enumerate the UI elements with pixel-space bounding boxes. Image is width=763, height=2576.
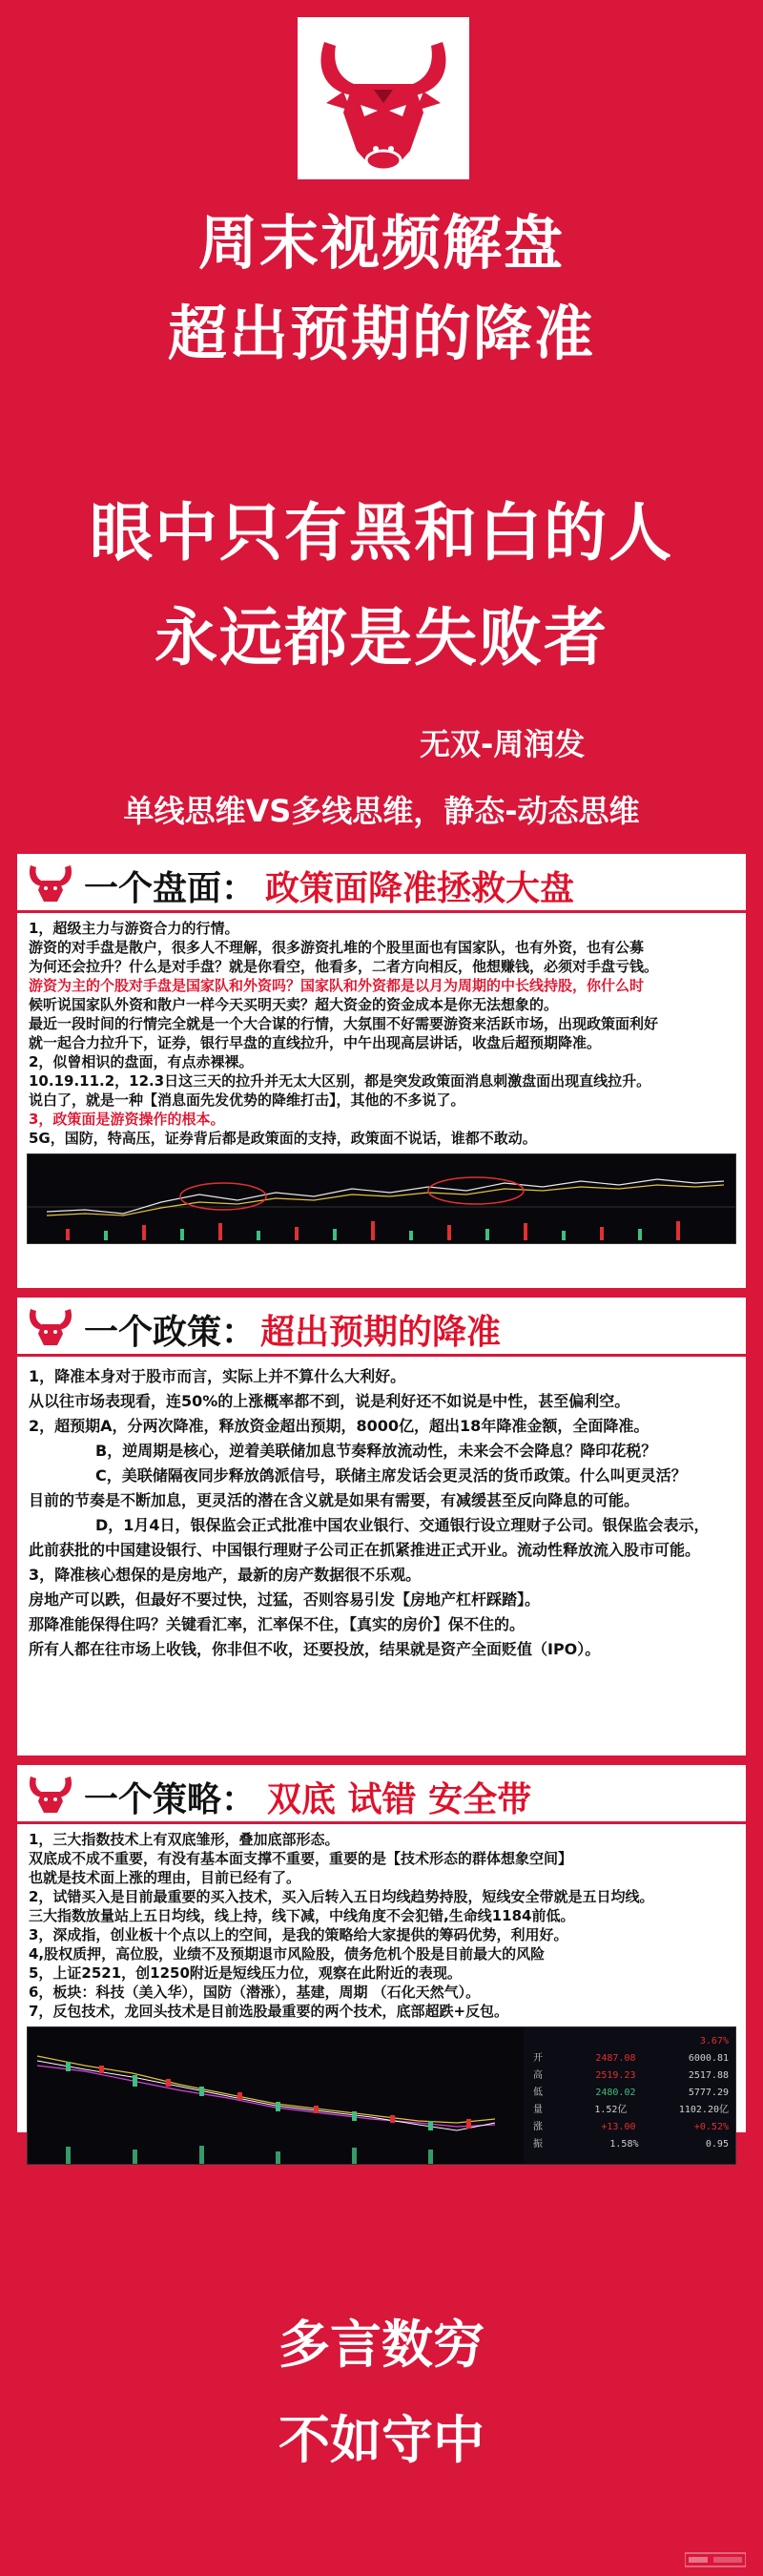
text-line: 所有人都在往市场上收钱，你非但不收，还要投放，结果就是资产全面贬值（IPO）。 xyxy=(29,1640,601,1658)
text-line: 3，政策面是游资操作的根本。 xyxy=(29,1111,225,1128)
quote-panel xyxy=(533,2033,729,2153)
section-header xyxy=(17,1298,746,1357)
text-line: 候听说国家队外资和散户一样今天买明天卖？超大资金的资金成本是你无法想象的。 xyxy=(29,996,559,1013)
section-body xyxy=(17,1357,746,1662)
text-line: 目前的节奏是不断加息，更灵活的潜在含义就是如果有需要，有减缓甚至反向降息的可能。 xyxy=(29,1491,640,1509)
text-line: 5，上证2521，创1250附近是短线压力位，观察在此附近的表现。 xyxy=(29,1964,462,1982)
section-lead: 一个盘面： xyxy=(84,869,257,908)
thinking-subtitle: 单线思维VS多线思维，静态-动态思维 xyxy=(123,793,640,829)
text-line: 说白了，就是一种【消息面先发优势的降维打击】，其他的不多说了。 xyxy=(29,1091,465,1109)
text-line: 也就是技术面上涨的理由，目前已经有了。 xyxy=(29,1869,301,1886)
text-line: 为何还会拉升？什么是对手盘？就是你看空，他看多，二者方向相反，他想赚钱，必须对手盘亏钱。 xyxy=(29,958,659,975)
section-title: 政策面降准拯救大盘 xyxy=(265,869,575,908)
bull-icon xyxy=(25,1771,76,1818)
text-line: 游资的对手盘是散户，很多人不理解，很多游资扎堆的个股里面也有国家队，也有外资，也有公募 xyxy=(29,939,645,956)
text-line: 10.19.11.2，12.3日这三天的拉升并无太大区别，都是突发政策面消息刺激盘面出现直线拉升。 xyxy=(29,1072,651,1090)
watermark-logo xyxy=(685,2551,746,2568)
text-line: 5G，国防，特高压，证券背后都是政策面的支持，政策面不说话，谁都不敢动。 xyxy=(29,1130,537,1147)
text-line: B，逆周期是核心，逆着美联储加息节奏释放流动性，未来会不会降息？降印花税？ xyxy=(95,1442,657,1460)
text-line: C，美联储隔夜同步释放鸽派信号，联储主席发话会更灵活的货币政策。什么叫更灵活？ xyxy=(95,1466,687,1485)
closing-line2: 不如守中 xyxy=(278,2410,485,2470)
market-chart-image xyxy=(27,1153,736,1244)
text-line: 那降准能保得住吗？关键看汇率，汇率保不住，【真实的房价】保不住的。 xyxy=(29,1615,526,1633)
bull-icon xyxy=(25,1303,76,1351)
section-title: 超出预期的降准 xyxy=(260,1313,502,1352)
hero-title-line2: 超出预期的降准 xyxy=(167,299,595,368)
quote-row: 涨 +13.00 +0.52% xyxy=(533,2122,729,2132)
text-line: 4,股权质押，高位股，业绩不及预期退市风险股，债务危机个股是目前最大的风险 xyxy=(29,1945,546,1963)
text-line: 2，似曾相识的盘面，有点赤裸裸。 xyxy=(29,1053,254,1070)
text-line: 2，超预期A，分两次降准，释放资金超出预期，8000亿，超出18年降准金额，全面降准。 xyxy=(29,1417,650,1435)
section-body xyxy=(17,913,746,1148)
text-line: 3，降准核心想保的是房地产，最新的房产数据很不乐观。 xyxy=(29,1566,422,1584)
bull-icon xyxy=(25,860,76,907)
hero-title-line1: 周末视频解盘 xyxy=(197,208,565,278)
text-line: 房地产可以跌，但最好不要过快，过猛，否则容易引发【房地产杠杆踩踏】。 xyxy=(29,1590,541,1609)
quote-row: 低 2480.02 5777.29 xyxy=(533,2088,729,2098)
hero-slogan-line1: 眼中只有黑和白的人 xyxy=(90,496,673,570)
text-line: 三大指数放量站上五日均线，线上持，线下减，中线角度不会犯错,生命线1184前低。 xyxy=(29,1907,575,1924)
text-line: 2，试错买入是目前最重要的买入技术，买入后转入五日均线趋势持股，短线安全带就是五日均线。 xyxy=(29,1888,654,1905)
text-line: 7，反包技术，龙回头技术是目前选股最重要的两个技术，底部超跌+反包。 xyxy=(29,2003,509,2020)
quote-row: 量 1.52亿 1102.20亿 xyxy=(533,2105,729,2115)
text-line: 双底成不成不重要，有没有基本面支撑不重要，重要的是【技术形态的群体想象空间】 xyxy=(29,1850,573,1867)
section-body xyxy=(17,1824,746,2021)
hero-slogan-line2: 永远都是失败者 xyxy=(155,601,608,675)
text-line: 此前获批的中国建设银行、中国银行理财子公司正在抓紧推进正式开业。流动性释放流入股市可能。 xyxy=(29,1541,701,1559)
section-lead: 一个策略： xyxy=(84,1780,257,1819)
section-policy-panel xyxy=(17,1298,746,1755)
text-line: 1，超级主力与游资合力的行情。 xyxy=(29,920,239,937)
text-line: D，1月4日，银保监会正式批准中国农业银行、交通银行设立理财子公司。银保监会表示， xyxy=(95,1516,710,1534)
text-line: 游资为主的个股对手盘是国家队和外资吗？国家队和外资都是以月为周期的中长线持股，你什么时 xyxy=(29,977,645,994)
text-line: 1，三大指数技术上有双底雏形，叠加底部形态。 xyxy=(29,1831,340,1848)
section-title: 双底 试错 安全带 xyxy=(267,1780,532,1819)
index-chart-image xyxy=(27,2026,736,2165)
text-line: 3，深成指，创业板十个点以上的空间，是我的策略给大家提供的筹码优势，利用好。 xyxy=(29,1926,568,1943)
quote-row: 高 2519.23 2517.88 xyxy=(533,2070,729,2081)
closing-line1: 多言数穷 xyxy=(278,2315,485,2375)
section-lead: 一个政策： xyxy=(84,1313,257,1352)
text-line: 就一起合力拉升下，证券，银行早盘的直线拉升，中午出现高层讲话，收盘后超预期降准。 xyxy=(29,1034,602,1051)
section-market-panel xyxy=(17,854,746,1288)
quote-row: 开 2487.08 6000.81 xyxy=(533,2053,729,2064)
text-line: 6，板块：科技（美入华），国防（潜涨），基建，周期 （石化天然气）。 xyxy=(29,1984,481,2001)
quote-row: 振 1.58% 0.95 xyxy=(533,2139,729,2150)
section-strategy-panel xyxy=(17,1765,746,2150)
author-name: 无双-周润发 xyxy=(420,726,586,762)
text-line: 1，降准本身对于股市而言，实际上并不算什么大利好。 xyxy=(29,1367,406,1385)
section-header xyxy=(17,854,746,913)
bull-logo xyxy=(298,17,469,179)
price-change-label: 3.67% xyxy=(699,2036,729,2046)
text-line: 从以往市场表现看，连50%的上涨概率都不到，说是利好还不如说是中性，甚至偏利空。 xyxy=(29,1392,630,1410)
text-line: 最近一段时间的行情完全就是一个大合谋的行情，大氛围不好需要游资来活跃市场，出现政策面利好 xyxy=(29,1015,659,1032)
section-header xyxy=(17,1765,746,1824)
